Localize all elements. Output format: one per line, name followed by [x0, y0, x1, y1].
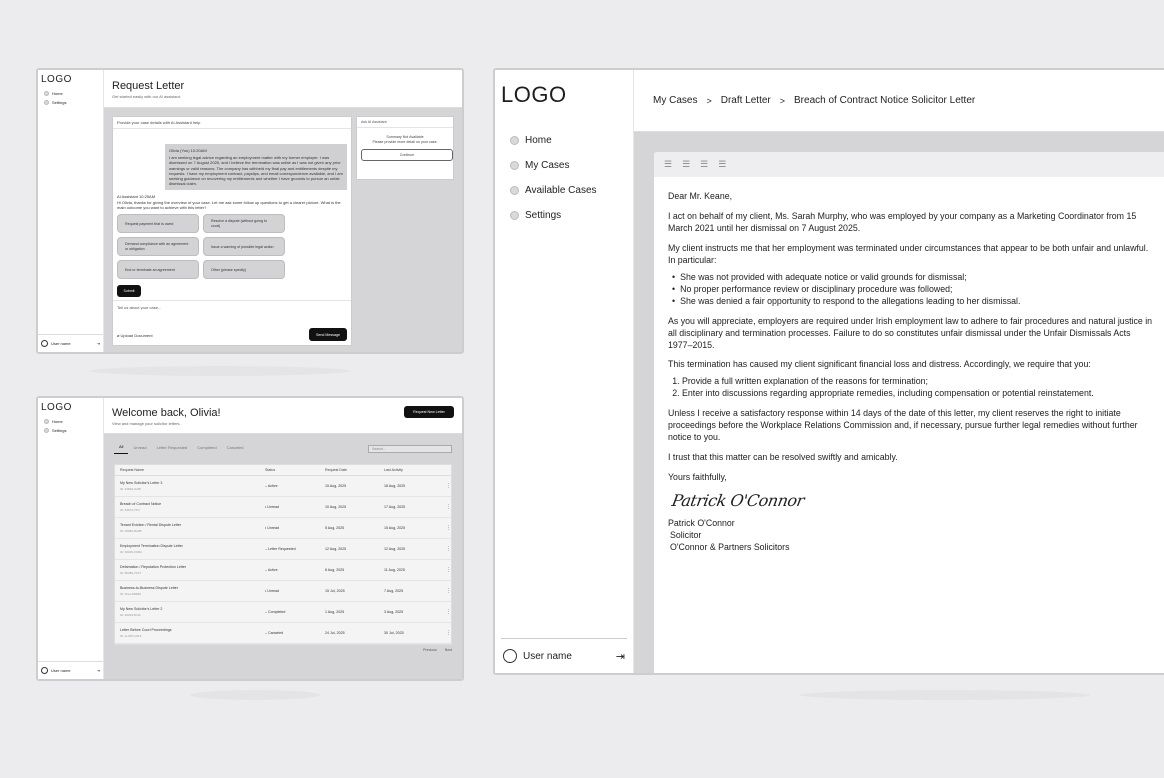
paragraph: I act on behalf of my client, Ms. Sarah Murphy, who was employed by your company as a Marketing Coordinator from 15 March 2021 until her dismissal on 7 August 2025. [668, 210, 1137, 233]
request-date: 5 Aug, 2025 [325, 526, 345, 530]
status-dot-icon: • [265, 505, 268, 509]
request-name: Employment Termination Dispute Letter [120, 544, 183, 548]
message-meta: AI Assistant 10:25AM [117, 194, 156, 200]
status-dot-icon: – [265, 484, 268, 488]
request-id: ID: 42829-2L88 [120, 487, 141, 491]
message-meta: Olivia (You) 10:20AM [169, 148, 207, 153]
status-badge [265, 610, 325, 614]
table-header [115, 465, 451, 476]
breadcrumb-my-cases[interactable]: My Cases [653, 95, 698, 106]
last-activity: 18 Aug, 2025 [384, 484, 406, 488]
more-options-icon[interactable]: ⋮ [446, 546, 451, 552]
request-date: 15 Aug, 2025 [325, 484, 347, 488]
request-id: ID: 20080-8H2B [120, 529, 142, 533]
draft-letter-screen [493, 68, 1164, 675]
table-row[interactable] [115, 539, 451, 560]
requests-table [114, 464, 452, 645]
page-subtitle: View and manage your solicitor letters. [112, 421, 181, 426]
sidebar-item-label: Available Cases [525, 185, 597, 196]
request-id: ID: 42672-7PU [120, 508, 140, 512]
status-dot-icon: • [265, 526, 268, 530]
more-options-icon[interactable]: ⋮ [446, 504, 451, 510]
assistant-summary-panel [356, 116, 454, 180]
column-header: Last Activity [384, 468, 403, 472]
option-chip[interactable]: Other (please specify) [203, 260, 285, 279]
status-badge [265, 568, 325, 572]
align-left-icon[interactable]: ☰ [664, 159, 673, 169]
status-dot-icon: • [265, 589, 268, 593]
more-options-icon[interactable]: ⋮ [446, 630, 451, 636]
breadcrumb-draft-letter[interactable]: Draft Letter [720, 95, 771, 106]
column-header: Request Name [120, 468, 144, 472]
align-center-icon[interactable]: ☰ [682, 159, 691, 169]
status-text: Active [267, 568, 278, 572]
logout-icon[interactable]: ⇥ [615, 650, 625, 663]
sidebar-item-my-cases[interactable] [495, 153, 633, 178]
more-options-icon[interactable]: ⋮ [446, 525, 451, 531]
signer-title: Solicitor [670, 529, 702, 540]
status-dot-icon: – [265, 568, 268, 572]
pagination [104, 645, 462, 655]
avatar [41, 667, 48, 674]
signature-block [668, 518, 1153, 554]
paragraph: As you will appreciate, employers are required under Irish employment law to adhere to fair procedures and natural justice in all disciplinary and termination processes. Failure to do so constitutes unfair dismissal under the Unfair Dismissals Acts 1977–2015. [668, 315, 1153, 350]
request-name-cell [120, 607, 265, 617]
request-id: ID: 4GH-D8Z8A [120, 592, 142, 596]
avatar [503, 649, 517, 663]
table-row[interactable] [115, 476, 451, 497]
status-dot-icon: – [265, 610, 268, 614]
upload-label: Upload Document [120, 333, 153, 338]
filter-tabs [104, 434, 462, 454]
sidebar-item-home[interactable] [38, 417, 103, 426]
request-name-cell [120, 586, 268, 596]
status-text: Completed [268, 610, 286, 614]
table-row[interactable] [115, 518, 451, 539]
last-activity: 3 Aug, 2025 [384, 610, 404, 614]
paragraph: Unless I receive a satisfactory response within 14 days of the date of this letter, my client reserves the right to initiate proceedings before the Workplace Relations Commission and, if necessary, pursue further legal remedies without further notice to you. [668, 408, 1138, 443]
sidebar [38, 70, 104, 352]
option-chip[interactable]: Request payment that is owed [117, 214, 199, 233]
tab-canceled[interactable]: Canceled [226, 444, 244, 450]
home-icon [510, 136, 519, 145]
sidebar-item-home[interactable] [495, 128, 633, 153]
list-item: 2. Enter into discussions regarding appropriate remedies, including compensation or potential reinstatement. [682, 388, 1153, 400]
paragraph: I trust that this matter can be resolved swiftly and amicably. [668, 452, 898, 463]
search-input[interactable]: Search... [368, 445, 452, 453]
sidebar-item-label: Settings [525, 210, 562, 221]
assistant-message [113, 190, 351, 210]
table-row[interactable] [115, 623, 451, 644]
gear-icon [44, 100, 49, 105]
sidebar-item-settings[interactable] [38, 426, 103, 435]
sidebar [38, 398, 104, 679]
request-date: 10 Aug, 2025 [325, 505, 347, 509]
sidebar-item-settings[interactable] [38, 98, 103, 107]
more-options-icon[interactable]: ⋮ [446, 567, 451, 573]
logo: LOGO [41, 74, 72, 85]
chat-panel [112, 116, 352, 346]
submit-button[interactable]: Submit [117, 285, 141, 297]
continue-button[interactable]: Continue [361, 149, 453, 161]
summary-title: Summary Not Available [386, 135, 424, 139]
request-name: My New Solicitor's Letter 2 [120, 607, 163, 611]
briefcase-icon [510, 186, 519, 195]
gear-icon [510, 211, 519, 220]
chevron-right-icon: > [779, 95, 786, 106]
list-item: • No proper performance review or disciplinary procedure was followed; [672, 284, 1153, 296]
table-row[interactable] [115, 581, 451, 602]
tab-all[interactable]: All [114, 444, 128, 454]
status-badge [265, 589, 325, 593]
status-badge [265, 526, 325, 530]
assistant-panel-title: Ask AI Assistant [357, 117, 453, 128]
page-header [104, 398, 462, 434]
sidebar-item-home[interactable] [38, 89, 103, 98]
paragraph: My client instructs me that her employment was terminated under circumstances that appear to be both unfair and unlawful. In particular: [668, 242, 1149, 265]
breadcrumb [634, 70, 1164, 132]
request-date: 12 Aug, 2025 [325, 547, 347, 551]
signer-firm: O'Connor & Partners Solicitors [670, 541, 790, 552]
closing: Yours faithfully, [668, 472, 727, 483]
sidebar-item-label: Settings [52, 100, 67, 105]
page-header [104, 70, 462, 108]
request-name: Tenant Eviction / Rental Dispute Letter [120, 523, 182, 527]
last-activity: 15 Aug, 2025 [384, 526, 406, 530]
request-date: 15 Jul, 2025 [325, 589, 345, 593]
table-row[interactable] [115, 560, 451, 581]
chat-header: Provide your case details with AI Assistant help [113, 117, 351, 129]
request-name-cell [120, 628, 265, 638]
option-chip[interactable]: Demand compliance with an agreement or obligation [117, 237, 199, 256]
last-activity: 12 Aug, 2025 [384, 547, 406, 551]
status-text: Letter Requested [268, 547, 296, 551]
paragraph: This termination has caused my client significant financial loss and distress. Accordingly, we require that you: [668, 359, 1091, 370]
shadow [90, 366, 350, 376]
bullet-list [672, 272, 1153, 308]
gear-icon [44, 428, 49, 433]
request-name: Business-to-Business Dispute Letter [120, 586, 178, 590]
list-item: • She was not provided with adequate notice or valid grounds for dismissal; [672, 272, 1153, 284]
signer-name: Patrick O'Connor [668, 517, 735, 528]
request-name-cell [120, 523, 268, 533]
logo: LOGO [41, 402, 72, 413]
more-options-icon[interactable]: ⋮ [446, 483, 451, 489]
request-id: ID: 30029-VK8H [120, 550, 142, 554]
sidebar-item-label: Home [52, 91, 63, 96]
list-item: • She was denied a fair opportunity to respond to the allegations leading to her dismissal. [672, 296, 1153, 308]
request-date: 24 Jul, 2025 [325, 631, 345, 635]
request-id: ID: 1L3P0-V0L3 [120, 634, 142, 638]
status-dot-icon: – [265, 547, 268, 551]
home-icon [44, 91, 49, 96]
request-name: Breach of Contract Notice [120, 502, 162, 506]
logo: LOGO [501, 82, 567, 107]
status-badge [265, 484, 325, 488]
message-text: Hi Olivia, thanks for giving the overview of your case. Let me ask some follow up questions to get a clearer picture. What is the main outcome you want to achieve with this letter? [117, 199, 341, 211]
last-activity: 11 Aug, 2025 [384, 568, 405, 572]
status-text: Unread [267, 505, 280, 509]
sidebar-item-label: Home [525, 135, 552, 146]
option-list [113, 210, 351, 279]
status-text: Unread [267, 589, 280, 593]
request-name: My New Solicitor's Letter 3 [120, 481, 163, 485]
column-header: Status [265, 468, 276, 472]
shadow [800, 690, 1090, 700]
request-name: Letter Before Court Proceedings [120, 628, 172, 632]
sidebar-item-settings[interactable] [495, 203, 633, 228]
page-subtitle: Get started easily with our AI assistant. [112, 94, 181, 99]
request-name: Defamation / Reputation Protection Letter [120, 565, 187, 569]
send-message-button[interactable]: Send Message [309, 328, 347, 341]
numbered-list [682, 376, 1153, 400]
align-right-icon[interactable]: ☰ [700, 159, 709, 169]
page-title: Request Letter [112, 80, 185, 92]
upload-document-button[interactable] [117, 333, 153, 338]
request-name-cell [120, 565, 265, 575]
sidebar-item-available-cases[interactable] [495, 178, 633, 203]
tab-letter-requested[interactable]: Letter Requested [156, 444, 188, 450]
option-chip[interactable]: End or terminate an agreement [117, 260, 199, 279]
next-button[interactable]: Next [444, 648, 452, 652]
request-name-cell [120, 481, 265, 491]
sidebar-item-label: Home [52, 419, 63, 424]
user-menu[interactable] [38, 661, 103, 679]
status-text: Active [267, 484, 278, 488]
request-letter-screen [36, 68, 464, 354]
last-activity: 17 Aug, 2025 [384, 505, 406, 509]
status-text: Canceled [268, 631, 284, 635]
user-message [165, 144, 347, 190]
table-row[interactable] [115, 497, 451, 518]
handwritten-signature: Patrick O'Connor [670, 491, 806, 511]
letter-body[interactable] [654, 177, 1164, 554]
column-header: Request Date [325, 468, 347, 472]
message-input[interactable]: Tell us about your case... [117, 305, 162, 310]
breadcrumb-current: Breach of Contract Notice Solicitor Letter [794, 95, 976, 106]
avatar [41, 340, 48, 347]
dashboard-screen [36, 396, 464, 681]
user-menu[interactable] [38, 334, 103, 352]
request-new-letter-button[interactable]: Request New Letter [404, 406, 454, 418]
more-options-icon[interactable]: ⋮ [446, 588, 451, 594]
last-activity: 30 Jul, 2025 [384, 631, 404, 635]
user-name: User name [51, 341, 71, 346]
message-text: I am seeking legal advice regarding an employment matter with my former employer. I was dismissed on 7 August 2025, and I believe the termination was unfair as I was not given any prior warnings or valid reasons. The company has withheld my final pay and entitlements despite my requests. I have my employment contract, payslips, and email correspondence available, and I am seeking guidance on recovering my entitlements and whether I have grounds to pursue an unfair dismissal claim. [169, 155, 343, 187]
option-chip[interactable]: Issue a warning of possible legal action [203, 237, 285, 256]
sidebar-item-label: My Cases [525, 160, 570, 171]
user-name: User name [523, 650, 572, 662]
previous-button[interactable]: Previous [423, 648, 437, 652]
status-text: Unread [267, 526, 280, 530]
option-chip[interactable]: Resolve a dispute (without going to court) [203, 214, 285, 233]
user-name: User name [51, 668, 71, 673]
logout-icon[interactable]: ⇥ [96, 668, 100, 673]
sidebar [495, 70, 634, 673]
shadow [190, 690, 320, 700]
logout-icon[interactable]: ⇥ [96, 341, 100, 346]
table-row[interactable] [115, 602, 451, 623]
attachment-icon: ⌀ [117, 333, 121, 338]
last-activity: 7 Aug, 2025 [384, 589, 404, 593]
status-badge [265, 505, 325, 509]
request-id: ID: 20293-8C2L [120, 613, 142, 617]
request-name-cell [120, 544, 265, 554]
page-title: Welcome back, Olivia! [112, 407, 221, 419]
request-name-cell [120, 502, 268, 512]
salutation: Dear Mr. Keane, [668, 191, 733, 201]
summary-text: Please provide more detail on your case. [372, 140, 438, 145]
letter-editor[interactable] [654, 152, 1164, 673]
list-item: 1. Provide a full written explanation of the reasons for termination; [682, 376, 1153, 388]
request-id: ID: 80489-7K3T [120, 571, 142, 575]
status-badge [265, 547, 325, 551]
editor-toolbar [654, 152, 1164, 177]
status-dot-icon: – [265, 631, 268, 635]
home-icon [44, 419, 49, 424]
request-date: 6 Aug, 2025 [325, 568, 345, 572]
chevron-right-icon: > [706, 95, 712, 106]
status-badge [265, 631, 325, 635]
message-composer [113, 300, 351, 345]
user-menu[interactable] [501, 638, 627, 673]
tab-unread[interactable]: Unread [133, 444, 147, 450]
request-date: 1 Aug, 2025 [325, 610, 345, 614]
folder-icon [510, 161, 519, 170]
sidebar-item-label: Settings [52, 428, 67, 433]
tab-completed[interactable]: Completed [197, 444, 217, 450]
align-justify-icon[interactable]: ☰ [718, 159, 727, 169]
more-options-icon[interactable]: ⋮ [446, 609, 451, 615]
